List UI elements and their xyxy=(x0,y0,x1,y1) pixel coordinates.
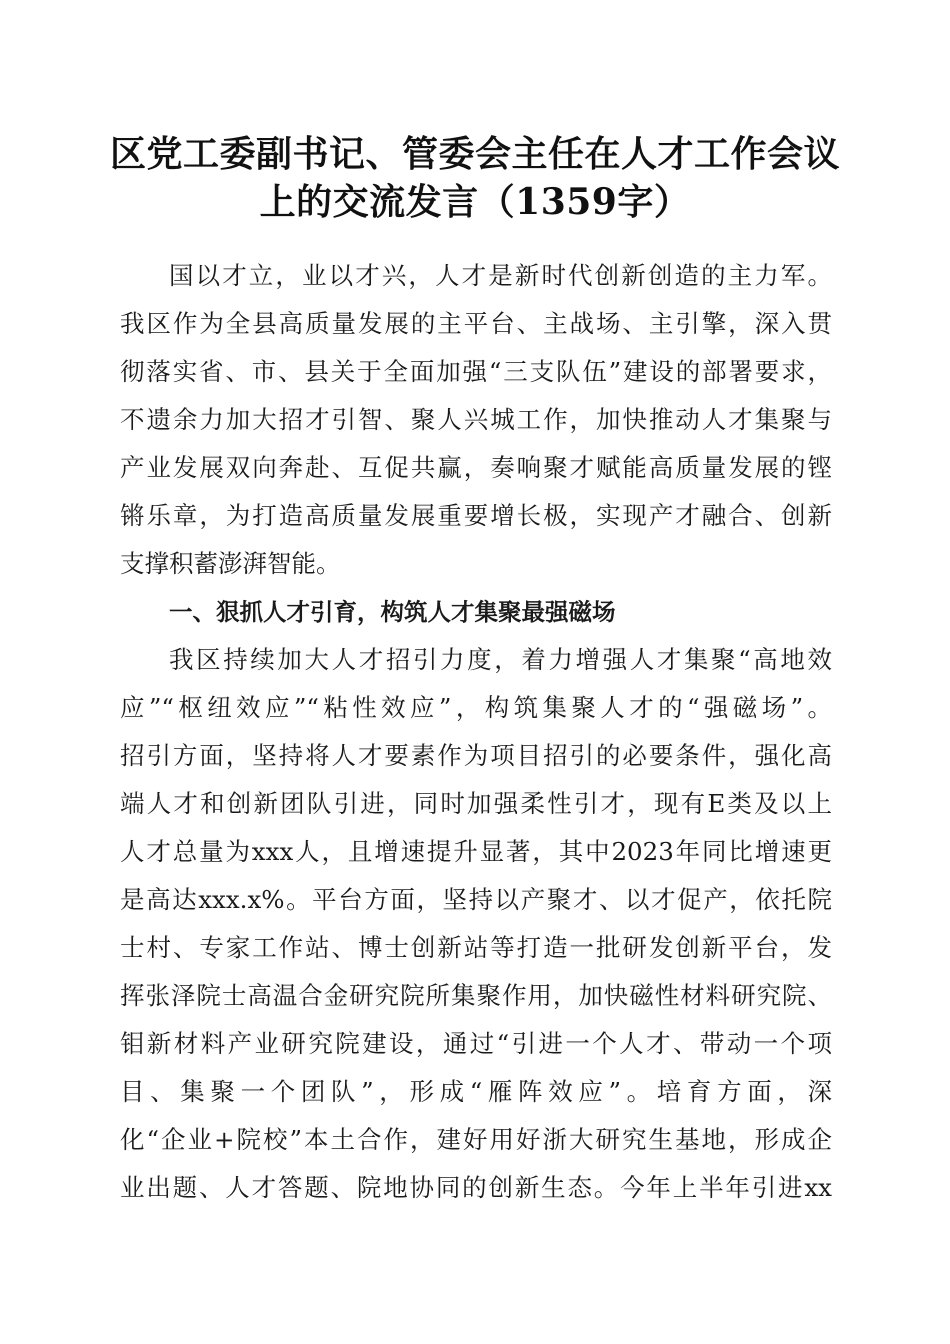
section-heading: 一、狠抓人才引育，构筑人才集聚最强磁场 xyxy=(169,598,616,626)
paragraph-line: 招引方面，坚持将人才要素作为项目招引的必要条件，强化高 xyxy=(120,741,832,770)
paragraph-line: 国以才立，业以才兴，人才是新时代创新创造的主力军。 xyxy=(169,261,832,290)
paragraph-line: 目、集聚一个团队”，形成“雁阵效应”。培育方面，深 xyxy=(120,1077,832,1106)
paragraph-line: 挥张泽院士高温合金研究院所集聚作用，加快磁性材料研究院、 xyxy=(120,981,832,1010)
paragraph-line: 士村、专家工作站、博士创新站等打造一批研发创新平台，发 xyxy=(120,933,832,962)
paragraph-line: 钼新材料产业研究院建设，通过“引进一个人才、带动一个项 xyxy=(120,1029,832,1058)
paragraph-line: 支撑积蓄澎湃智能。 xyxy=(120,549,341,578)
paragraph-line: 应”“枢纽效应”“粘性效应”，构筑集聚人才的“强磁场”。 xyxy=(120,693,832,722)
paragraph-talent-recruitment xyxy=(120,636,832,1212)
paragraph-line: 端人才和创新团队引进，同时加强柔性引才，现有E类及以上 xyxy=(120,789,832,818)
title-line-1: 区党工委副书记、管委会主任在人才工作会议 xyxy=(109,133,840,175)
paragraph-intro xyxy=(120,252,832,588)
paragraph-line: 化“企业+院校”本土合作，建好用好浙大研究生基地，形成企 xyxy=(120,1125,832,1154)
paragraph-line: 我区持续加大人才招引力度，着力增强人才集聚“高地效 xyxy=(169,645,832,674)
paragraph-line: 业出题、人才答题、院地协同的创新生态。今年上半年引进xx xyxy=(120,1173,832,1202)
document-body xyxy=(120,252,832,1212)
paragraph-line: 我区作为全县高质量发展的主平台、主战场、主引擎，深入贯 xyxy=(120,309,832,338)
paragraph-line: 是高达xxx.x%。平台方面，坚持以产聚才、以才促产，依托院 xyxy=(120,885,832,914)
paragraph-line: 彻落实省、市、县关于全面加强“三支队伍”建设的部署要求， xyxy=(120,357,832,386)
document-title xyxy=(100,130,850,226)
paragraph-line: 产业发展双向奔赴、互促共赢，奏响聚才赋能高质量发展的铿 xyxy=(120,453,832,482)
paragraph-line: 人才总量为xxx人，且增速提升显著，其中2023年同比增速更 xyxy=(120,837,832,866)
title-line-2: 上的交流发言（1359字） xyxy=(259,181,691,223)
paragraph-line: 不遗余力加大招才引智、聚人兴城工作，加快推动人才集聚与 xyxy=(120,405,832,434)
paragraph-line: 锵乐章，为打造高质量发展重要增长极，实现产才融合、创新 xyxy=(120,501,832,530)
